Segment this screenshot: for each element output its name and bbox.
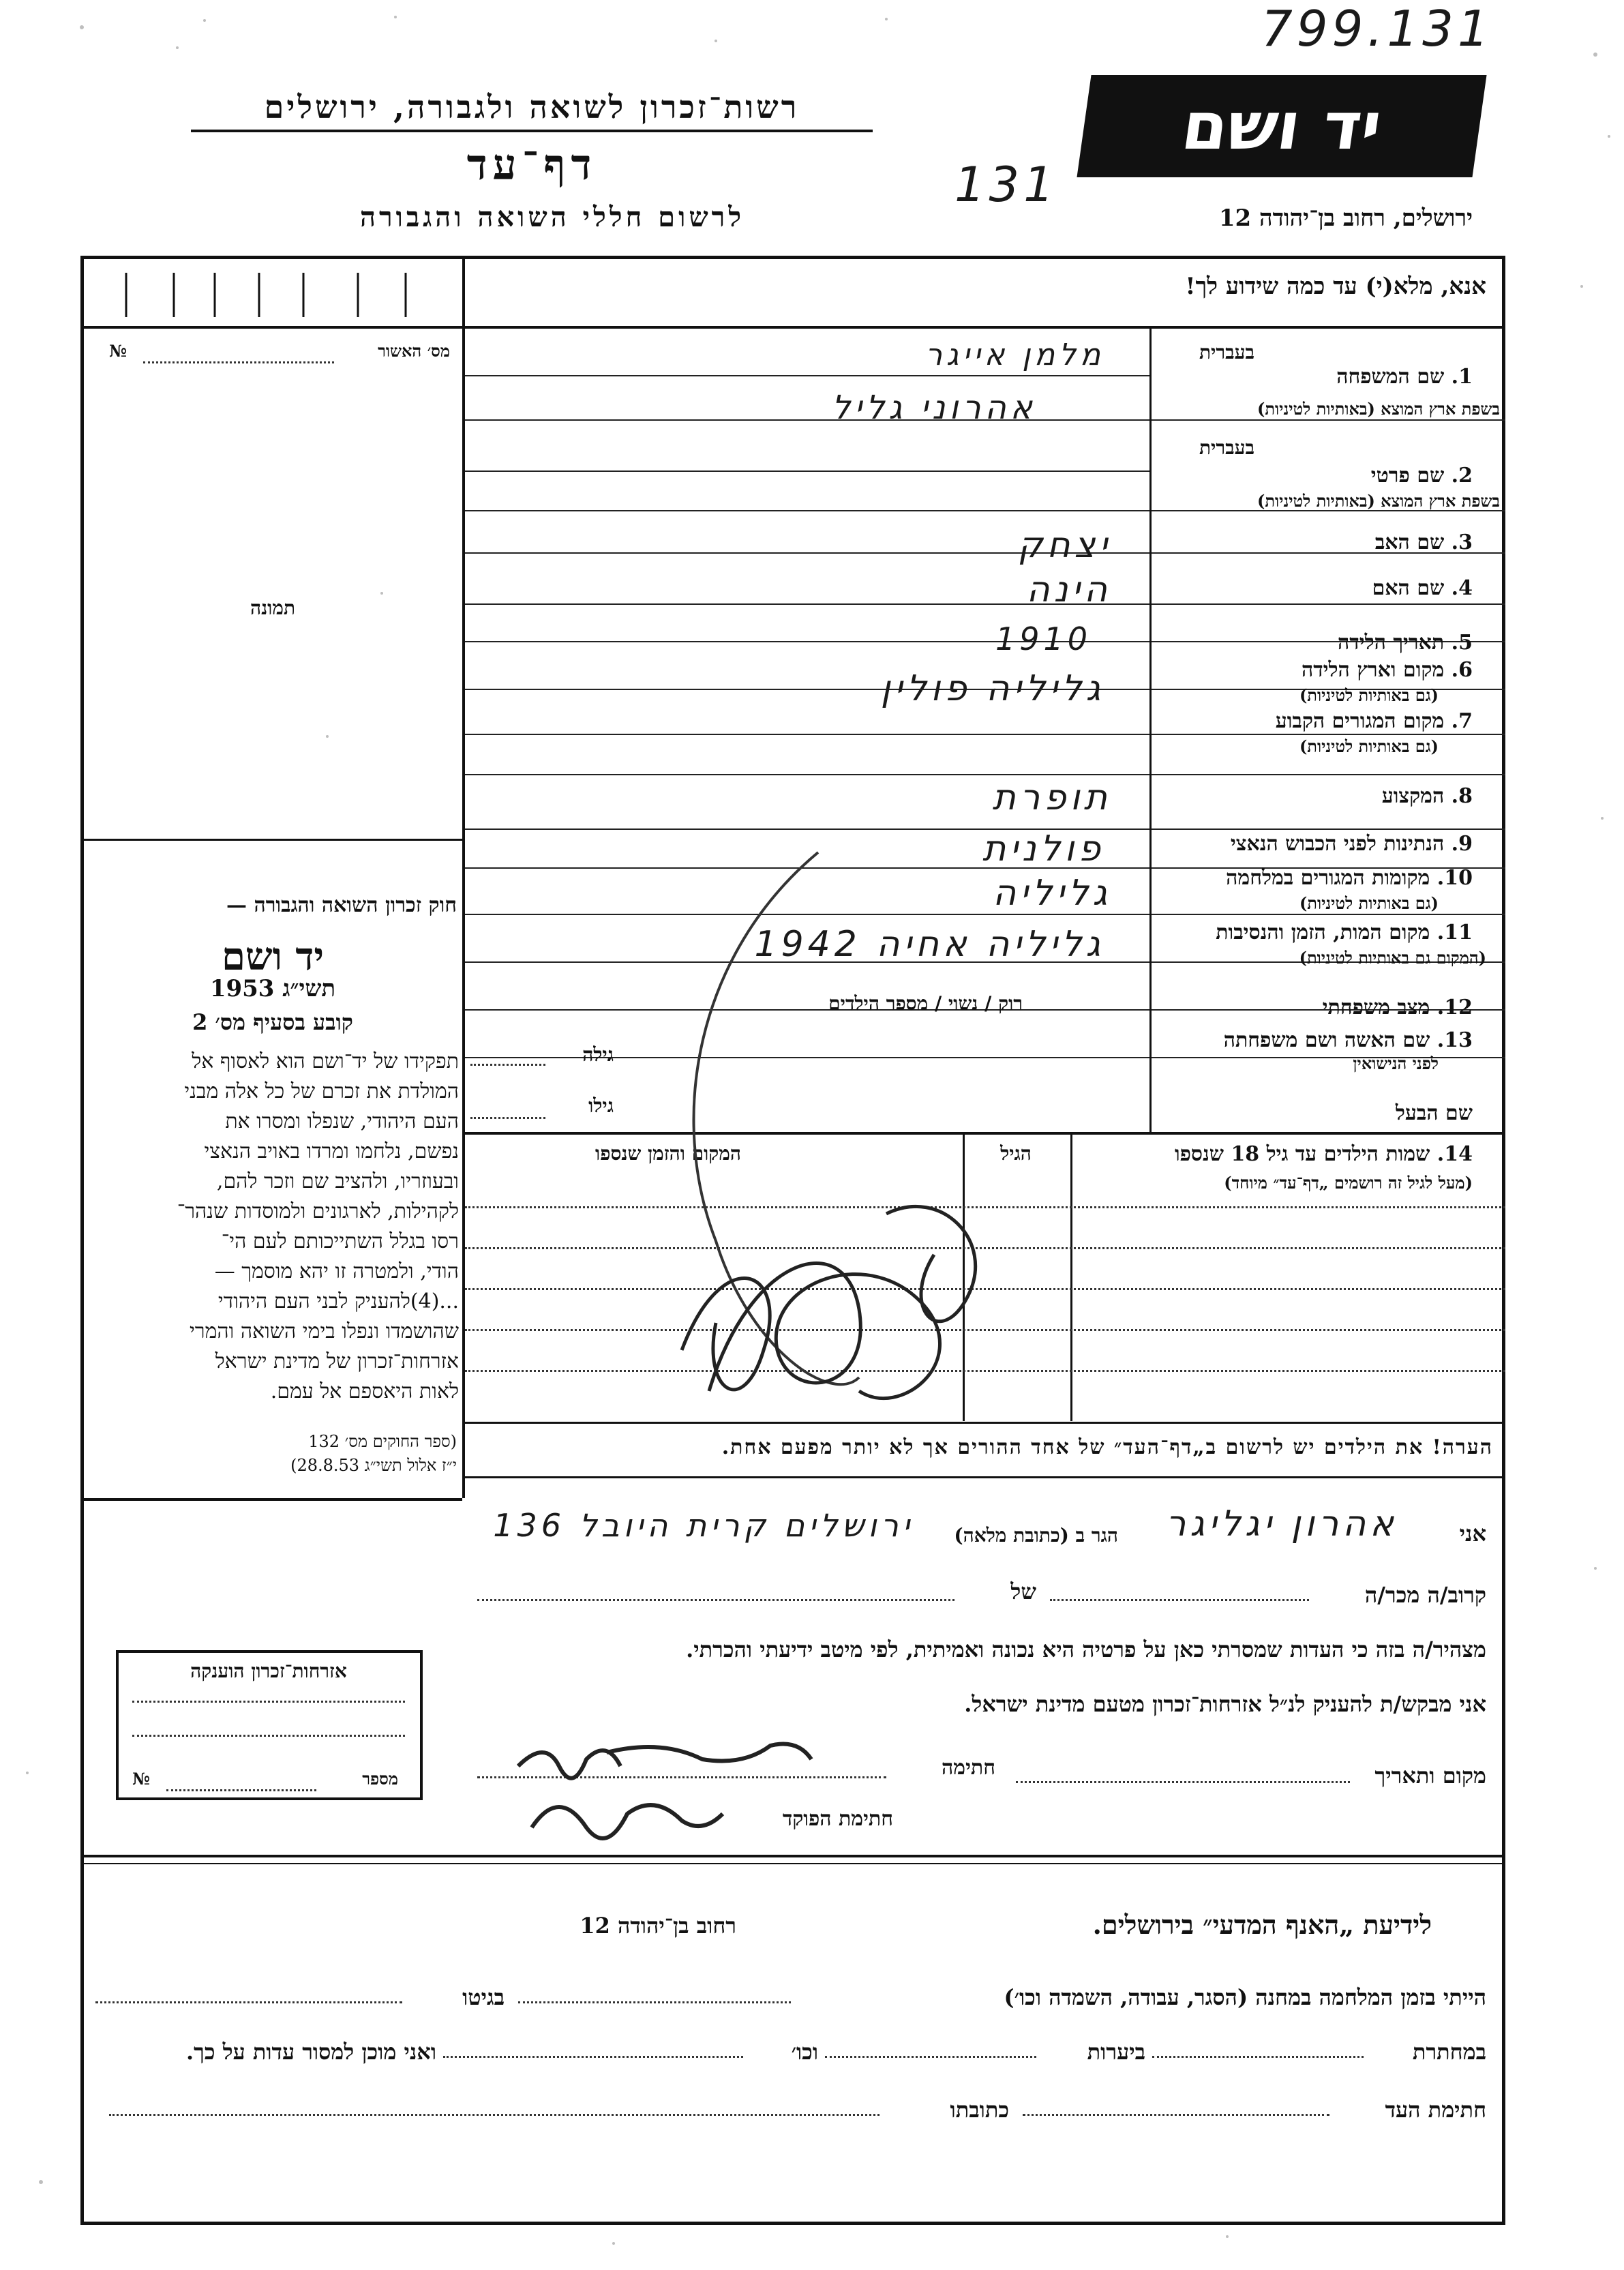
request-text: אני מבקש/ת להעניק לנ״ל אזרחות־זכרון מטעם מדינת ישראל.	[964, 1691, 1486, 1717]
handwritten-top-note: 131	[954, 157, 1058, 213]
field1-hebrew-tag: בעברית	[1199, 341, 1254, 363]
declaration-address-value[interactable]: ירושלים קרית היובל 136	[493, 1507, 914, 1544]
law-body: תפקידו של יד־ושם הוא לאסוף אל המולדת את זכרם של כל אלה מבני העם היהודי, שנפלו ומסרו את נפשם, נלחמו ומרדו באויב הנאצי ובעוזריו, ולהציב שם וזכר להם, לקהילות, לארגונים ולמוסדות שנהר־ רסו בגלל השתייכותם לעם הי־ הודי, ולמטרה זו יהא מוסמך — ...(4)להעניק לבני העם היהודי שהושמדו ונפלו בימי השואה והמרי אזרחות־זכרון של מדינת ישראל לאות היאספם אל עמם.	[177, 1049, 459, 1403]
field11-value[interactable]: גליליה אחיה 1942	[754, 924, 1104, 965]
field6-label: 6. מקום וארץ הלידה	[1301, 658, 1473, 682]
etc-label: וכו׳	[791, 2039, 818, 2065]
forests-label: ביערות	[1087, 2039, 1145, 2065]
approval-label: מס׳ האשור	[378, 341, 450, 361]
citizenship-title: אזרחות־זכרון הוענקה	[190, 1660, 347, 1682]
place-date-field[interactable]	[1016, 1781, 1350, 1783]
underground-label: במחתרת	[1412, 2039, 1486, 2065]
address: ירושלים, רחוב בן־יהודה 12	[1218, 205, 1473, 232]
citizenship-line-1[interactable]	[132, 1701, 405, 1703]
citizenship-number-label: מספר	[362, 1769, 398, 1789]
declaration-name-value[interactable]: אהרון יגליגר	[1166, 1504, 1398, 1544]
instruction: אנא, מלא(י) עד כמה שידוע לך!	[1185, 273, 1486, 300]
declaration-residing-label: הגר ב (כתובת מלאה)	[954, 1524, 1118, 1547]
field10-value[interactable]: גליליה	[993, 873, 1111, 914]
bottom-heading-address: רחוב בן־יהודה 12	[580, 1913, 736, 1939]
husband-label: שם הבעל	[1395, 1101, 1473, 1125]
field1-value[interactable]: מלמן אייגר	[925, 338, 1104, 372]
wife-age-label: גילה	[582, 1043, 614, 1066]
witness-signature-field[interactable]	[1023, 2114, 1329, 2116]
law-bottom-rule	[83, 1498, 462, 1501]
field2-label: 2. שם פרטי	[1370, 464, 1473, 488]
relative-field[interactable]	[1050, 1599, 1309, 1601]
law-name: יד ושם	[221, 934, 325, 979]
witness-signature-label: חתימת העד	[1385, 2097, 1486, 2123]
law-year: תשי״ג 1953	[209, 975, 336, 1002]
ghetto-label: בגיטו	[462, 1984, 505, 2010]
forests-field[interactable]	[825, 2056, 1036, 2058]
declaration-i-label: אני	[1459, 1521, 1486, 1547]
field1-label: 1. שם המשפחה	[1336, 365, 1473, 389]
approval-number-field[interactable]	[143, 361, 334, 363]
officer-label: חתימת הפוקד	[782, 1807, 893, 1831]
citizenship-box	[116, 1650, 423, 1800]
of-field[interactable]	[477, 1599, 954, 1601]
field4-label: 4. שם האם	[1372, 576, 1473, 600]
field10-note: (גם באותיות לטיניות)	[1299, 893, 1439, 913]
bottom-rule-2	[80, 1863, 1505, 1864]
field13-label: 13. שם האשה ושם משפחתה	[1223, 1028, 1473, 1052]
citizenship-number-field[interactable]	[166, 1789, 316, 1791]
header-rule	[191, 130, 873, 132]
approval-row	[109, 341, 450, 368]
witness-signature	[505, 1725, 886, 1848]
relative-label: קרוב/ה מכר/ה	[1364, 1582, 1486, 1608]
field8-value[interactable]: תופרת	[992, 777, 1111, 818]
law-ref-1: (ספר החוקים מס׳ 132	[308, 1432, 457, 1451]
etc-field[interactable]	[443, 2056, 743, 2058]
children-col-place: המקום והזמן שנספו	[595, 1142, 741, 1165]
form-title: דף־עד	[466, 140, 597, 190]
field5-label: 5. תאריך הלידה	[1338, 631, 1473, 655]
field1-value-latin[interactable]: אהרוני גליל	[832, 389, 1036, 427]
field12-options[interactable]: רוק / נשוי / מספר הילדים	[828, 992, 1023, 1015]
underground-field[interactable]	[1152, 2056, 1364, 2058]
large-signature-scribble	[614, 832, 1036, 1432]
field11-note: (המקום גם באותיות לטיניות)	[1299, 948, 1486, 968]
ghetto-field[interactable]	[95, 2001, 402, 2003]
photo-label: תמונה	[250, 597, 296, 619]
place-date-label: מקום ותאריך	[1374, 1763, 1486, 1789]
field8-label: 8. המקצוע	[1381, 784, 1473, 808]
note-bottom-rule	[465, 1476, 1505, 1478]
logo-text: יד ושם	[1177, 88, 1387, 164]
witness-address-label: כתובתו	[950, 2097, 1009, 2123]
of-label: של	[1010, 1579, 1036, 1604]
institution-line: רשות־זכרון לשואה ולגבורה, ירושלים	[264, 89, 800, 125]
wife-age-field[interactable]	[470, 1064, 545, 1066]
form-subtitle: לרשום חללי השואה והגבורה	[359, 201, 745, 233]
field10-label: 10. מקומות המגורים במלחמה	[1226, 866, 1473, 890]
field6-value[interactable]: גליליה פולין	[880, 668, 1104, 709]
field11-label: 11. מקום המות, הזמן והנסיבות	[1216, 921, 1473, 944]
logo-block	[1077, 75, 1486, 177]
bottom-heading: לידיעת „האנף המדעי״ בירושלים.	[1092, 1909, 1432, 1940]
witness-address-field[interactable]	[109, 2114, 879, 2116]
field9-value[interactable]: פולנית	[982, 828, 1104, 869]
field12-label: 12. מצב משפחתי	[1322, 996, 1473, 1019]
archive-stamp-number: 799.131	[1261, 0, 1493, 57]
note-text: הערה! את הילדים יש לרשום ב„דף־העד״ של אחד ההורים אך לא יותר מפעם אחת.	[721, 1435, 1493, 1459]
serial-boxes	[85, 263, 460, 327]
field2-hebrew-tag: בעברית	[1199, 436, 1254, 459]
field14-note: (מעל לגיל זה רושמים „דף־עד״ מיוחד)	[1224, 1173, 1473, 1193]
law-clause: קובע בסעיף מס׳ 2	[192, 1009, 353, 1035]
husband-age-label: גילו	[588, 1094, 614, 1117]
citizenship-no-mark: №	[132, 1769, 151, 1789]
signature-label: חתימה	[942, 1756, 995, 1780]
bottom-line1: הייתי בזמן המלחמה במחנה (הסגר, עבודה, השמדה וכו׳)	[1004, 1984, 1486, 2010]
field7-note: (גם באותיות לטיניות)	[1299, 736, 1439, 756]
field2-note: בשפת ארץ המוצא (באותיות לטיניות)	[1257, 491, 1500, 511]
law-title: חוק זכרון השואה והגבורה —	[226, 893, 457, 917]
field3-label: 3. שם האב	[1374, 531, 1473, 554]
field5-value[interactable]: 1910	[995, 621, 1092, 657]
approval-no-mark: №	[109, 341, 127, 361]
declare-text: מצהיר/ה בזה כי העדות שמסרתי כאן על פרטיה היא נכונה ואמיתית, לפי מיטב ידיעתי והכרתי.	[686, 1637, 1486, 1662]
field14-label: 14. שמות הילדים עד גיל 18 שנספו	[1174, 1142, 1473, 1166]
field1-note: בשפת ארץ המוצא (באותיות לטיניות)	[1257, 399, 1500, 419]
field3-value[interactable]: יצחק	[1017, 525, 1111, 566]
field7-label: 7. מקום המגורים הקבוע	[1275, 709, 1473, 733]
photo-box-bottom	[83, 839, 462, 841]
field4-value[interactable]: הינה	[1026, 569, 1111, 610]
camp-field[interactable]	[518, 2001, 791, 2003]
field6-note: (גם באותיות לטיניות)	[1299, 685, 1439, 705]
husband-age-field[interactable]	[470, 1117, 545, 1119]
bottom-rule-1	[80, 1855, 1505, 1857]
citizenship-line-2[interactable]	[132, 1735, 405, 1737]
law-ref-2: י״ז אלול תשי״ג 28.8.53)	[290, 1456, 457, 1475]
children-col-age: הגיל	[1000, 1142, 1032, 1165]
field13-note: לפני הנישואין	[1353, 1054, 1439, 1073]
field9-label: 9. הנתינות לפני הכבוש הנאצי	[1230, 832, 1473, 856]
willing-to-testify: ואני מוכן למסור עדות על כך.	[185, 2039, 436, 2065]
